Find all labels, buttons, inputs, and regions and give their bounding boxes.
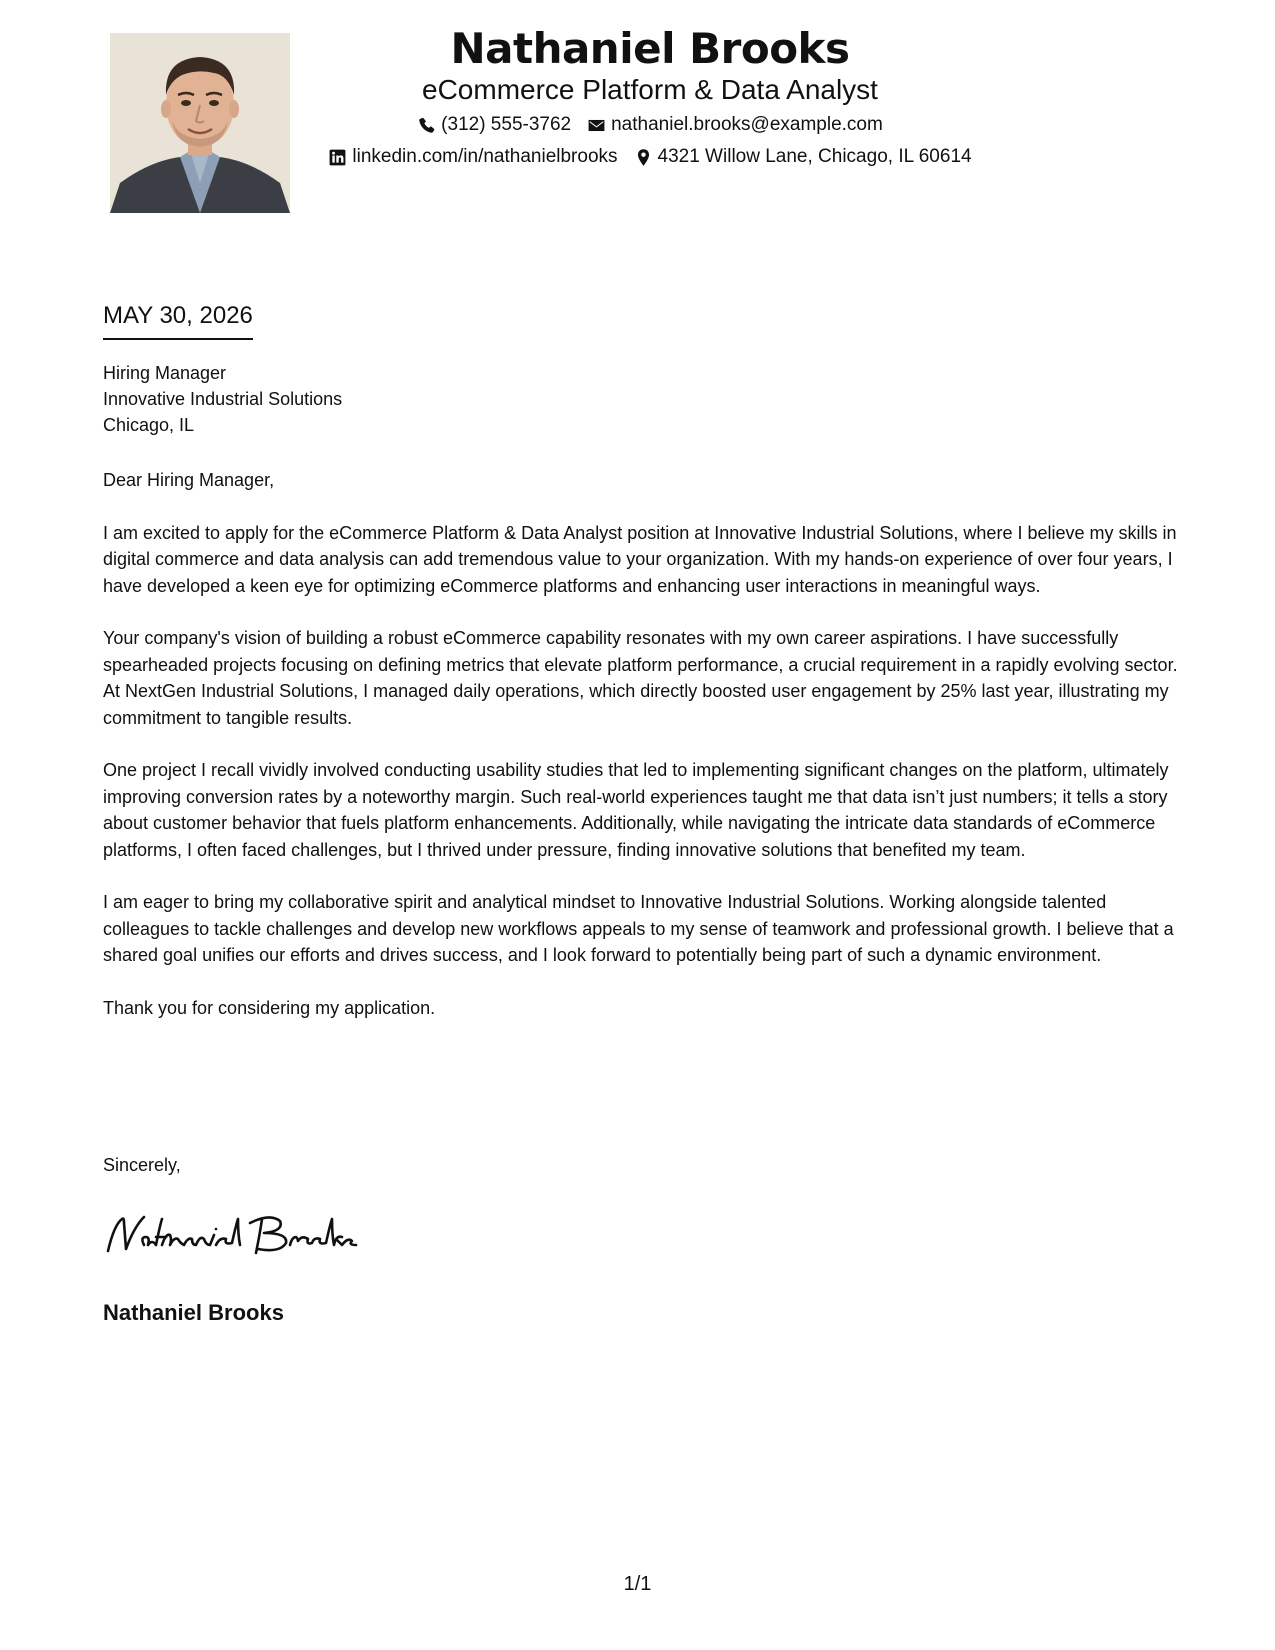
paragraph-5: Thank you for considering my application. — [103, 997, 436, 1018]
map-pin-icon — [634, 148, 653, 167]
recipient-block — [103, 360, 342, 438]
contact-email — [587, 112, 883, 138]
contact-address — [634, 144, 972, 170]
page-number: 1/1 — [623, 1573, 652, 1595]
street-address: 4321 Willow Lane, Chicago, IL 60614 — [657, 146, 972, 167]
paragraph-4: I am eager to bring my collaborative spirit and analytical mindset to Innovative Industrial Solutions. Working alongside talented colleagues to tackle challenges and develop new workflows appeals to my sense of teamwork and professional growth. I believe that a shared goal unifies our efforts and drives success, and I look forward to potentially being part of such a dynamic environment. — [103, 892, 1174, 965]
paragraph-3: One project I recall vividly involved conducting usability studies that led to implementing significant changes on the platform, ultimately improving conversion rates by a noteworthy margin. Such real-world experiences taught me that data isn’t just numbers; it tells a story about customer behavior that fuels platform enhancements. Additionally, while navigating the intricate data standards of eCommerce platforms, I often faced challenges, but I thrived under pressure, finding innovative solutions that benefited my team. — [103, 760, 1169, 860]
contact-row-secondary — [250, 144, 1050, 170]
paragraph-2: Your company's vision of building a robust eCommerce capability resonates with my own career aspirations. I have successfully spearheaded projects focusing on defining metrics that elevate platform performance, a crucial requirement in a rapidly evolving sector. At NextGen Industrial Solutions, I managed daily operations, which directly boosted user engagement by 25% last year, illustrating my commitment to tangible results. — [103, 628, 1178, 728]
letter-body — [103, 467, 1183, 1047]
salutation: Dear Hiring Manager, — [103, 470, 275, 490]
contact-phone — [417, 112, 571, 138]
envelope-icon — [587, 116, 606, 135]
contact-linkedin — [328, 144, 617, 170]
phone-number[interactable]: (312) 555-3762 — [441, 114, 572, 135]
email-address[interactable]: nathaniel.brooks@example.com — [611, 114, 883, 135]
handwritten-signature — [100, 1205, 370, 1265]
paragraph-1: I am excited to apply for the eCommerce Platform & Data Analyst position at Innovative Industrial Solutions, where I believe my skills in digital commerce and data analysis can add tremendous value to your organization. With my hands-on experience of over four years, I have developed a keen eye for optimizing eCommerce platforms and enhancing user interactions in meaningful ways. — [103, 522, 1177, 596]
recipient-location: Chicago, IL — [103, 415, 195, 435]
linkedin-icon — [328, 148, 347, 167]
contact-row-primary — [300, 112, 1000, 138]
recipient-company: Innovative Industrial Solutions — [103, 389, 343, 409]
portrait-photo — [110, 33, 290, 213]
linkedin-url[interactable]: linkedin.com/in/nathanielbrooks — [352, 146, 618, 167]
letter-date: MAY 30, 2026 — [103, 300, 253, 340]
recipient-name: Hiring Manager — [103, 363, 227, 383]
phone-icon — [417, 116, 436, 135]
applicant-name: Nathaniel Brooks — [450, 24, 850, 73]
signer-name: Nathaniel Brooks — [103, 1300, 284, 1325]
job-title: eCommerce Platform & Data Analyst — [422, 74, 878, 105]
closing-phrase: Sincerely, — [103, 1155, 181, 1175]
